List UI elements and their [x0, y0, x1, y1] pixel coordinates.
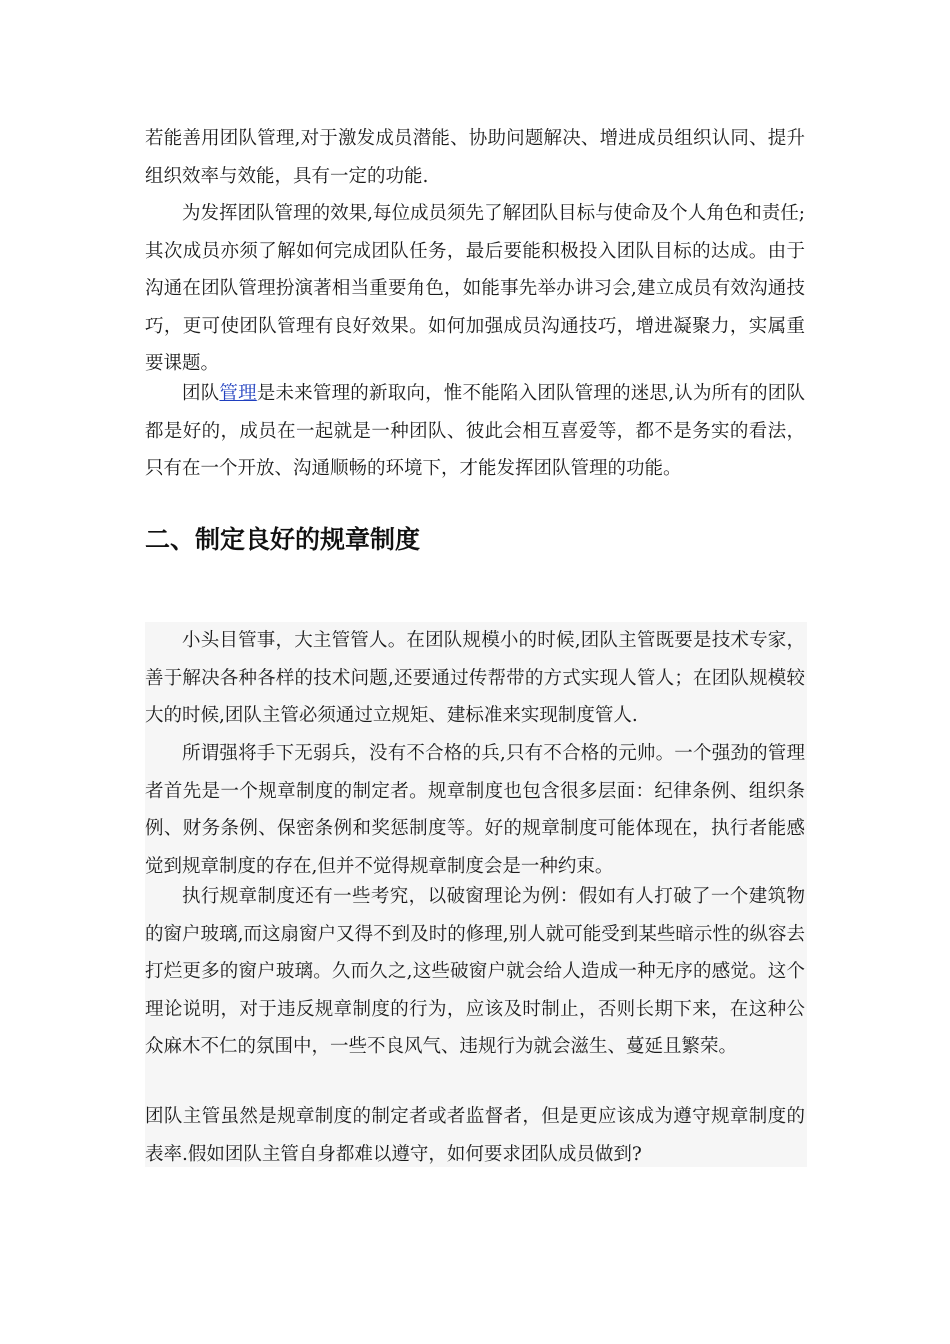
text-segment: 团队 — [182, 383, 220, 404]
paragraph-rule-maker: 所谓强将手下无弱兵，没有不合格的兵,只有不合格的元帅。一个强劲的管理者首先是一个规章制度的制定者。规章制度也包含很多层面：纪律条例、组织条例、财务条例、保密条例和奖惩制度等。好的规章制度可能体现在，执行者能感觉到规章制度的存在,但并不觉得规章制度会是一种约束。 — [145, 743, 805, 877]
paragraph-team-effect: 为发挥团队管理的效果,每位成员须先了解团队目标与使命及个人角色和责任;其次成员亦须了解如何完成团队任务，最后要能积极投入团队目标的达成。由于沟通在团队管理扮演著相当重要角色，如能事先举办讲习会,建立成员有效沟通技巧，更可使团队管理有良好效果。如何加强成员沟通技巧，增进凝聚力，实属重要课题。 — [145, 203, 805, 374]
text-segment: 是未来管理的新取向，惟不能陷入团队管理的迷思,认为所有的团队都是好的，成员在一起就是一种团队、彼此会相互喜爱等，都不是务实的看法，只有在一个开放、沟通顺畅的环境下，才能发挥团队管理的功能。 — [145, 383, 805, 479]
paragraph-broken-window: 执行规章制度还有一些考究，以破窗理论为例：假如有人打破了一个建筑物的窗户玻璃,而这扇窗户又得不到及时的修理,别人就可能受到某些暗示性的纵容去打烂更多的窗户玻璃。久而久之,这些破窗户就会给人造成一种无序的感觉。这个理论说明，对于违反规章制度的行为，应该及时制止，否则长期下来，在这种公众麻木不仁的氛围中，一些不良风气、违规行为就会滋生、蔓延且繁荣。 — [145, 886, 805, 1057]
paragraph-leader-example: 团队主管虽然是规章制度的制定者或者监督者，但是更应该成为遵守规章制度的表率.假如团队主管自身都难以遵守，如何要求团队成员做到? — [145, 1106, 805, 1165]
paragraph-team-trend — [145, 375, 805, 488]
section-heading: 二、制定良好的规章制度 — [145, 525, 421, 554]
paragraph-management-scale: 小头目管事，大主管管人。在团队规模小的时候,团队主管既要是技术专家，善于解决各种各样的技术问题,还要通过传帮带的方式实现人管人；在团队规模较大的时候,团队主管必须通过立规矩、建标准来实现制度管人. — [145, 630, 805, 726]
paragraph-team-benefits: 若能善用团队管理,对于激发成员潜能、协助问题解决、增进成员组织认同、提升组织效率与效能，具有一定的功能. — [145, 128, 805, 187]
management-link[interactable]: 管理 — [219, 383, 257, 404]
